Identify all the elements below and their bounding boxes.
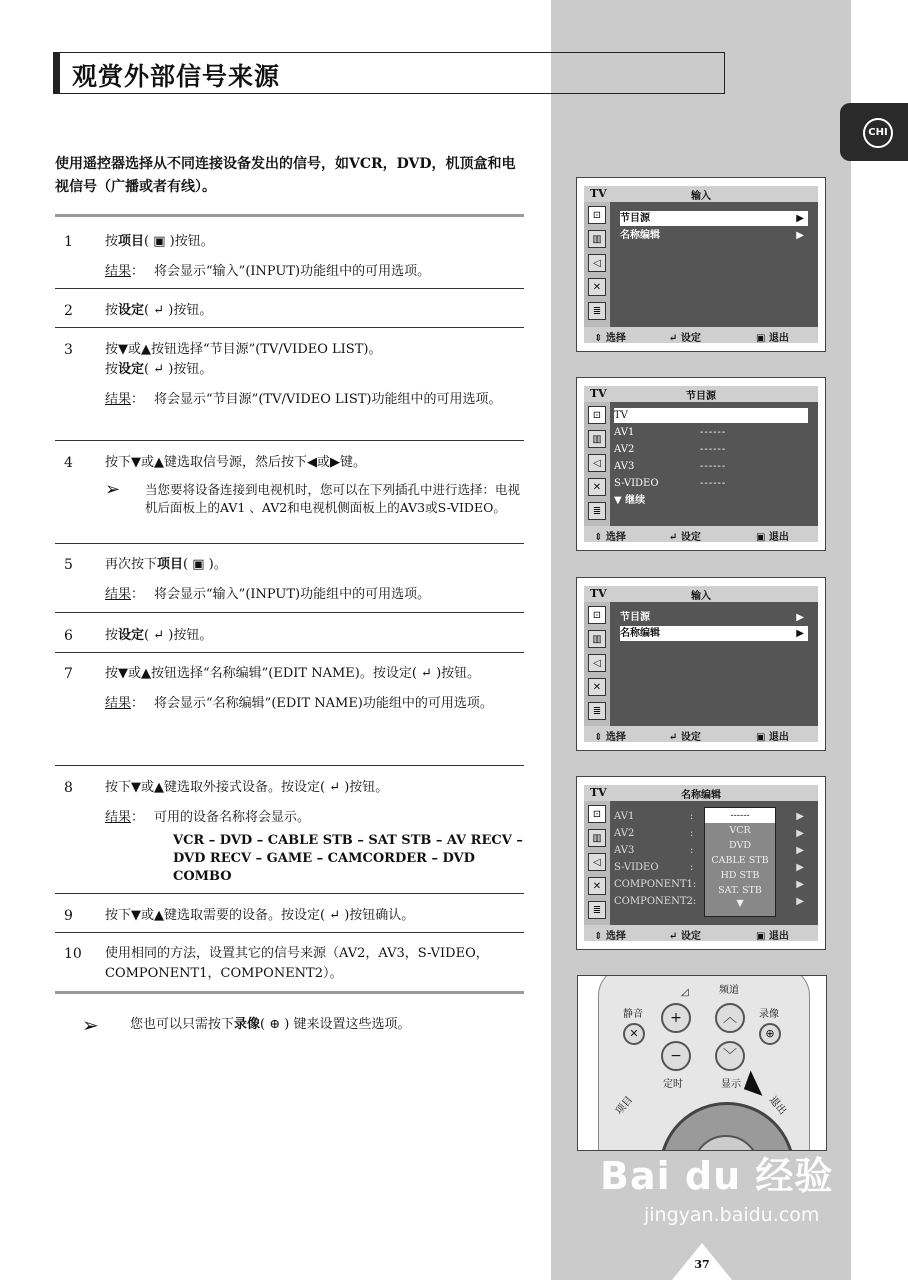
dropdown-option[interactable]: HD STB — [720, 870, 760, 881]
screen-title: 输入 — [691, 191, 711, 202]
input-icon: ⊡ — [588, 606, 606, 624]
divider — [55, 893, 524, 894]
step-number: 10 — [64, 946, 82, 962]
menu-item-more[interactable]: ▼ 继续 — [614, 495, 646, 506]
mute-button[interactable]: ✕ — [623, 1023, 645, 1045]
channel-icon: ✕ — [588, 678, 606, 696]
step-text: ( ▣ )按钮。 — [144, 234, 214, 249]
pointer-arrow-icon: ◣ — [742, 1064, 772, 1100]
step-number: 7 — [64, 666, 73, 682]
channel-icon: ✕ — [588, 278, 606, 296]
picture-icon: ▥ — [588, 829, 606, 847]
step-number: 9 — [64, 908, 73, 924]
menu-screen-input — [576, 177, 826, 352]
watermark-url: jingyan.baidu.com — [644, 1204, 820, 1226]
result-label: 结果 — [105, 696, 132, 711]
note-text: 当您要将设备连接到电视机时，您可以在下列插孔中进行选择：电视机后面板上的AV1 、AV2和电视机侧面板上的AV3或S-VIDEO。 — [145, 482, 521, 515]
dropdown-option[interactable]: ------ — [705, 808, 775, 823]
channel-up-button[interactable]: ︿ — [715, 1003, 745, 1033]
setup-icon: ≣ — [588, 702, 606, 720]
dropdown-option[interactable]: DVD — [729, 840, 751, 851]
footer-select: ⇕ 选择 — [594, 931, 626, 942]
result-label: 结果 — [105, 810, 132, 825]
step-number: 8 — [64, 780, 73, 796]
menu-screen-input-2 — [576, 577, 826, 751]
channel-icon: ✕ — [588, 877, 606, 895]
final-note-bold: 录像 — [234, 1017, 261, 1032]
setup-icon: ≣ — [588, 502, 606, 520]
menu-item[interactable]: S-VIDEO ------ — [614, 478, 727, 489]
menu-item[interactable]: AV3 : ▶ — [614, 845, 804, 856]
footer-exit: ▣ 退出 — [756, 732, 789, 743]
sound-icon: ◁ — [588, 654, 606, 672]
step-number: 4 — [64, 455, 73, 471]
note-arrow-icon: ➢ — [82, 1013, 99, 1037]
input-icon: ⊡ — [588, 406, 606, 424]
page-title: 观赏外部信号来源 — [72, 62, 281, 91]
divider — [55, 214, 524, 217]
step-number: 3 — [64, 342, 73, 358]
footer-set: ↵ 设定 — [669, 732, 701, 743]
step-bold: 设定 — [118, 303, 145, 318]
title-accent — [54, 53, 60, 93]
step-text: 按 — [105, 362, 119, 377]
step-text: 按下▼或▲键选取外接式设备。按设定( ↵ )按钮。 — [105, 780, 389, 795]
display-label: 显示 — [721, 1079, 741, 1090]
record-label: 录像 — [759, 1009, 779, 1020]
menu-item[interactable]: 名称编辑 ▶ — [620, 230, 804, 241]
menu-item[interactable]: AV1 ------ — [614, 427, 727, 438]
footer-select: ⇕ 选择 — [594, 532, 626, 543]
divider — [55, 327, 524, 328]
divider — [55, 991, 524, 994]
step-text: 使用相同的方法，设置其它的信号来源（AV2，AV3，S-VIDEO，COMPONENT1，COMPONENT2）。 — [105, 946, 489, 981]
input-icon: ⊡ — [588, 805, 606, 823]
record-button[interactable]: ⊕ — [759, 1023, 781, 1045]
device-list: VCR – DVD – CABLE STB – SAT STB – AV RECV – DVD RECV – GAME – CAMCORDER – DVD COMBO — [173, 833, 523, 884]
final-note — [82, 1013, 410, 1037]
step-number: 6 — [64, 628, 73, 644]
remote-illustration — [577, 975, 827, 1151]
menu-item[interactable]: COMPONENT1: ▶ — [614, 879, 804, 890]
step-text: ( ▣ )。 — [183, 557, 227, 572]
exit-label: 退出 — [766, 1094, 789, 1117]
menu-item[interactable]: COMPONENT2: ▶ — [614, 896, 804, 907]
step-text: 再次按下 — [105, 557, 158, 572]
footer-set: ↵ 设定 — [669, 931, 701, 942]
step-number: 1 — [64, 234, 73, 250]
final-note-text: ( ⊕ ) 键来设置这些选项。 — [260, 1017, 411, 1032]
divider — [55, 652, 524, 653]
footer-exit: ▣ 退出 — [756, 333, 789, 344]
step-text: 按▼或▲按钮选择“名称编辑”(EDIT NAME)。按设定( ↵ )按钮。 — [105, 666, 481, 681]
divider — [55, 543, 524, 544]
step-number: 2 — [64, 303, 73, 319]
step-text: 按下▼或▲键选取信号源，然后按下◀或▶键。 — [105, 455, 366, 470]
dropdown-scroll-icon[interactable]: ▼ — [736, 898, 744, 909]
footer-select: ⇕ 选择 — [594, 732, 626, 743]
result-text: 将会显示“节目源”(TV/VIDEO LIST)功能组中的可用选项。 — [154, 392, 502, 407]
menu-screen-source-list — [576, 377, 826, 551]
page-number: 37 — [694, 1258, 710, 1271]
tv-label: TV — [590, 387, 607, 400]
tv-label: TV — [590, 786, 607, 799]
tv-label: TV — [590, 587, 607, 600]
menu-label: 项目 — [613, 1094, 636, 1117]
sound-icon: ◁ — [588, 853, 606, 871]
result-label: 结果 — [105, 587, 132, 602]
language-tab — [840, 103, 908, 161]
menu-item[interactable]: TV — [614, 408, 808, 423]
channel-down-button[interactable]: ﹀ — [715, 1041, 745, 1071]
step-bold: 设定 — [118, 628, 145, 643]
footer-set: ↵ 设定 — [669, 333, 701, 344]
mute-label: 静音 — [623, 1009, 643, 1020]
dropdown-option[interactable]: VCR — [729, 825, 751, 836]
menu-item[interactable]: AV3 ------ — [614, 461, 727, 472]
step-text: ( ↵ )按钮。 — [144, 628, 213, 643]
title-box — [53, 52, 725, 94]
intro-text: 使用遥控器选择从不同连接设备发出的信号，如VCR，DVD，机顶盒和电视信号（广播或者有线）。 — [55, 156, 516, 195]
device-dropdown[interactable] — [704, 807, 776, 917]
divider — [55, 288, 524, 289]
picture-icon: ▥ — [588, 630, 606, 648]
sound-icon: ◁ — [588, 454, 606, 472]
divider — [55, 612, 524, 613]
volume-up-button[interactable]: + — [661, 1003, 691, 1033]
divider — [55, 932, 524, 933]
picture-icon: ▥ — [588, 230, 606, 248]
channel-icon: ✕ — [588, 478, 606, 496]
watermark — [600, 1145, 860, 1226]
footer-exit: ▣ 退出 — [756, 532, 789, 543]
channel-label: 频道 — [719, 985, 739, 996]
result-label: 结果 — [105, 392, 132, 407]
footer-exit: ▣ 退出 — [756, 931, 789, 942]
dropdown-option[interactable]: SAT. STB — [718, 885, 762, 896]
footer-select: ⇕ 选择 — [594, 333, 626, 344]
step-number: 5 — [64, 557, 73, 573]
divider — [55, 440, 524, 441]
language-badge: CHI — [863, 118, 893, 148]
step-text: 按下▼或▲键选取需要的设备。按设定( ↵ )按钮确认。 — [105, 908, 415, 923]
setup-icon: ≣ — [588, 901, 606, 919]
volume-down-button[interactable]: − — [661, 1041, 691, 1071]
picture-icon: ▥ — [588, 430, 606, 448]
timer-label: 定时 — [663, 1079, 683, 1090]
divider — [55, 765, 524, 766]
result-text: 将会显示“名称编辑”(EDIT NAME)功能组中的可用选项。 — [154, 696, 493, 711]
screen-title: 名称编辑 — [681, 790, 721, 801]
tv-label: TV — [590, 187, 607, 200]
sound-icon: ◁ — [588, 254, 606, 272]
footer-set: ↵ 设定 — [669, 532, 701, 543]
menu-item[interactable]: AV2 ------ — [614, 444, 727, 455]
note-arrow-icon: ➢ — [105, 479, 121, 500]
menu-item[interactable]: 节目源 ▶ — [620, 211, 808, 226]
step-text: 按▼或▲按钮选择“节目源”(TV/VIDEO LIST)。 — [105, 342, 382, 357]
step-bold: 项目 — [157, 557, 184, 572]
step-bold: 设定 — [118, 362, 145, 377]
menu-item[interactable]: 名称编辑 ▶ — [620, 626, 808, 641]
result-text: 可用的设备名称将会显示。 — [154, 810, 311, 825]
final-note-text: 您也可以只需按下 — [130, 1017, 235, 1032]
step-text: 按 — [105, 234, 119, 249]
step-text: 按 — [105, 628, 119, 643]
result-text: 将会显示“输入”(INPUT)功能组中的可用选项。 — [154, 587, 431, 602]
input-icon: ⊡ — [588, 206, 606, 224]
volume-icon: ◿ — [681, 987, 689, 998]
menu-item[interactable]: S-VIDEO : ▶ — [614, 862, 804, 873]
menu-item[interactable]: 节目源 ▶ — [620, 612, 804, 623]
step-bold: 项目 — [118, 234, 145, 249]
result-text: 将会显示“输入”(INPUT)功能组中的可用选项。 — [154, 264, 431, 279]
screen-title: 节目源 — [686, 391, 716, 402]
menu-screen-edit-name — [576, 776, 826, 950]
remote-body — [598, 975, 810, 1151]
screen-title: 输入 — [691, 591, 711, 602]
step-text: ( ↵ )按钮。 — [144, 303, 213, 318]
menu-item[interactable]: AV1 : ▶ — [614, 811, 804, 822]
dropdown-option[interactable]: CABLE STB — [711, 855, 769, 866]
menu-item[interactable]: AV2 : ▶ — [614, 828, 804, 839]
watermark-logo: Bai du 经验 — [600, 1154, 834, 1198]
result-label: 结果 — [105, 264, 132, 279]
step-text: ( ↵ )按钮。 — [144, 362, 213, 377]
setup-icon: ≣ — [588, 302, 606, 320]
step-text: 按 — [105, 303, 119, 318]
